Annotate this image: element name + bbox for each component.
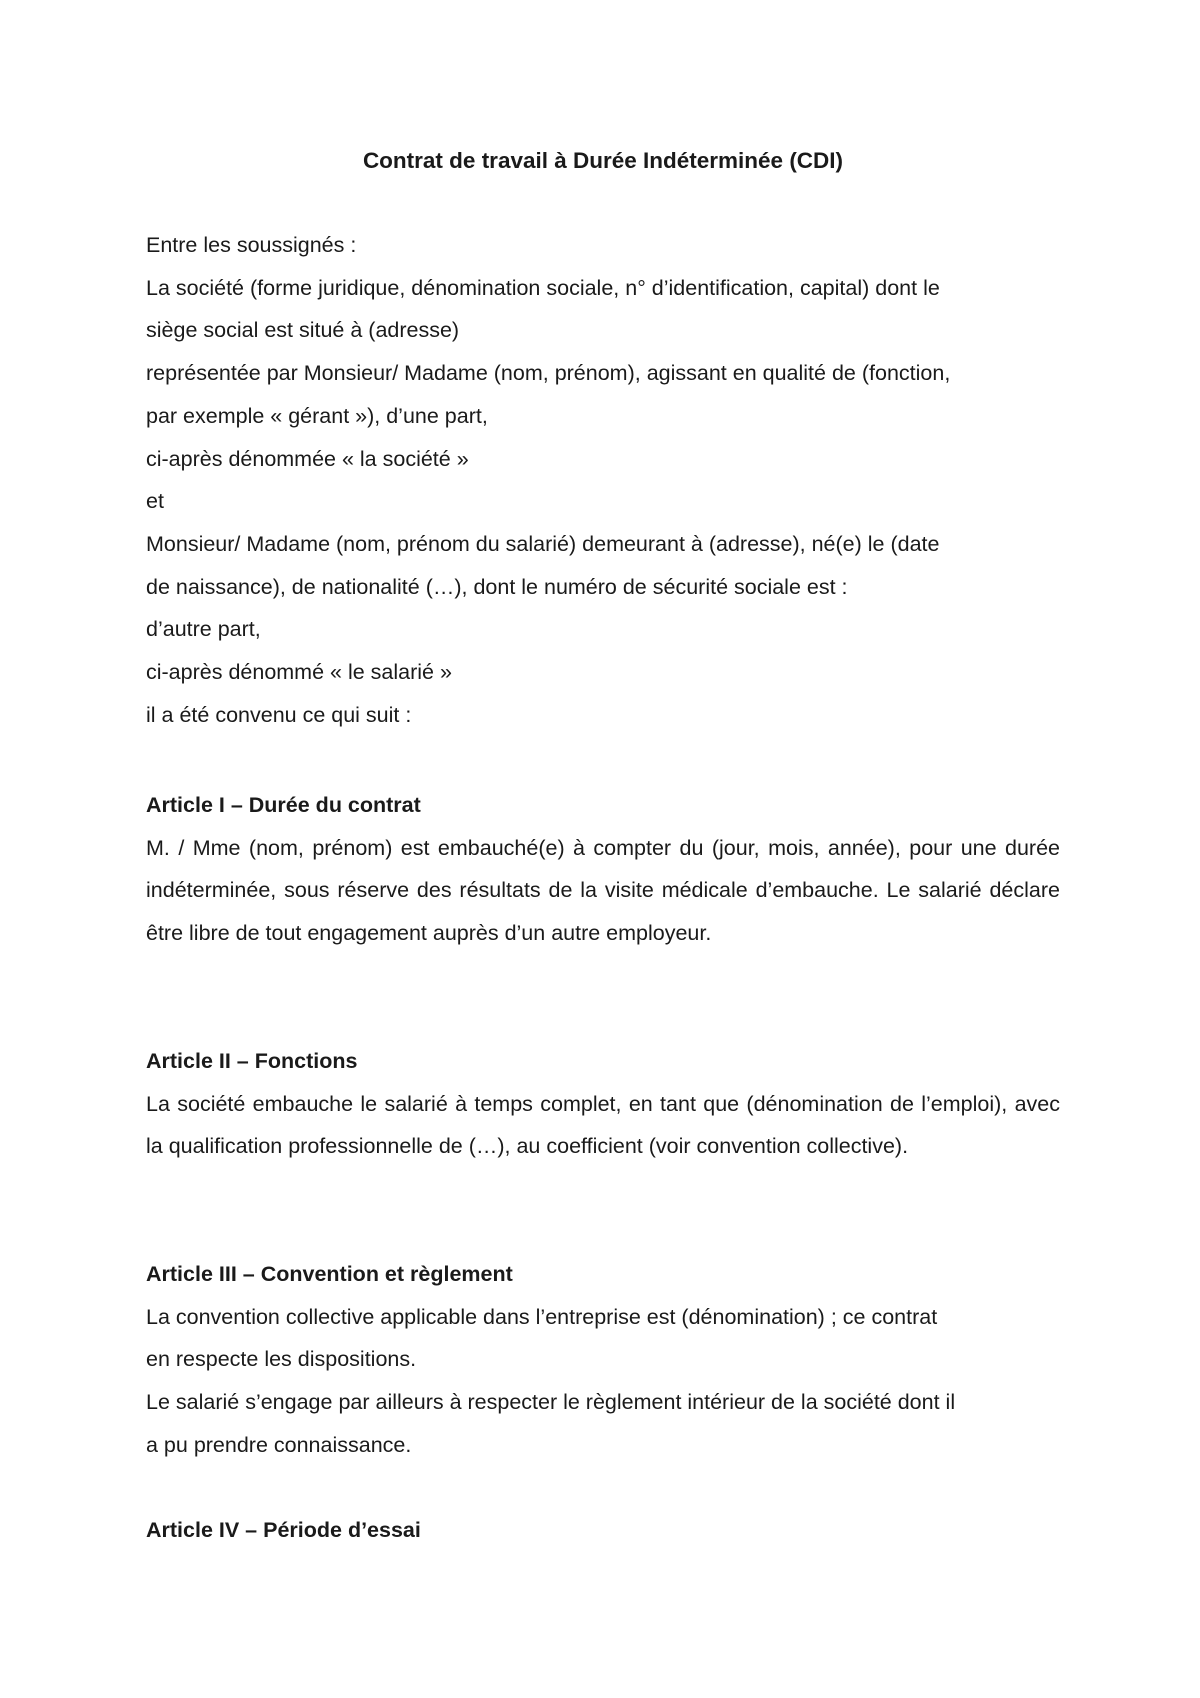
article-body-line: Le salarié s’engage par ailleurs à respecter le règlement intérieur de la société dont il [146,1390,956,1415]
intro-line: et [146,489,164,514]
intro-line: siège social est situé à (adresse) [146,318,460,343]
intro-line: représentée par Monsieur/ Madame (nom, prénom), agissant en qualité de (fonction, [146,361,951,386]
parties-section [146,224,1060,736]
intro-line: Monsieur/ Madame (nom, prénom du salarié) demeurant à (adresse), né(e) le (date [146,531,940,556]
article-heading: Article I – Durée du contrat [146,793,421,817]
intro-line: il a été convenu ce qui suit : [146,702,412,727]
intro-line: de naissance), de nationalité (…), dont le numéro de sécurité sociale est : [146,574,848,599]
intro-line: ci-après dénommé « le salarié » [146,660,452,685]
article-body: M. / Mme (nom, prénom) est embauché(e) à compter du (jour, mois, année), pour une durée indéterminée, sous réserve des résultats de la visite médicale d’embauche. Le salarié déclare être libre de tout engagement auprès d’un autre employeur. [146,835,1060,946]
intro-line: ci-après dénommée « la société » [146,446,469,471]
intro-line: par exemple « gérant »), d’une part, [146,403,488,428]
article-2 [146,1040,1060,1168]
intro-line: d’autre part, [146,617,261,642]
article-body-line: La convention collective applicable dans l’entreprise est (dénomination) ; ce contrat [146,1304,938,1329]
article-heading: Article IV – Période d’essai [146,1518,421,1542]
intro-line: La société (forme juridique, dénomination sociale, n° d’identification, capital) dont le [146,275,940,300]
article-4 [146,1509,1060,1552]
article-heading: Article II – Fonctions [146,1049,358,1073]
article-3 [146,1253,1060,1467]
article-body: La société embauche le salarié à temps complet, en tant que (dénomination de l’emploi), avec la qualification professionnelle de (…), au coefficient (voir convention collective). [146,1091,1060,1159]
article-body-line: en respecte les dispositions. [146,1347,417,1372]
intro-line: Entre les soussignés : [146,233,357,257]
article-heading: Article III – Convention et règlement [146,1262,513,1286]
article-body-line: a pu prendre connaissance. [146,1432,412,1457]
article-1 [146,784,1060,955]
document-title: Contrat de travail à Durée Indéterminée (CDI) [362,148,844,173]
